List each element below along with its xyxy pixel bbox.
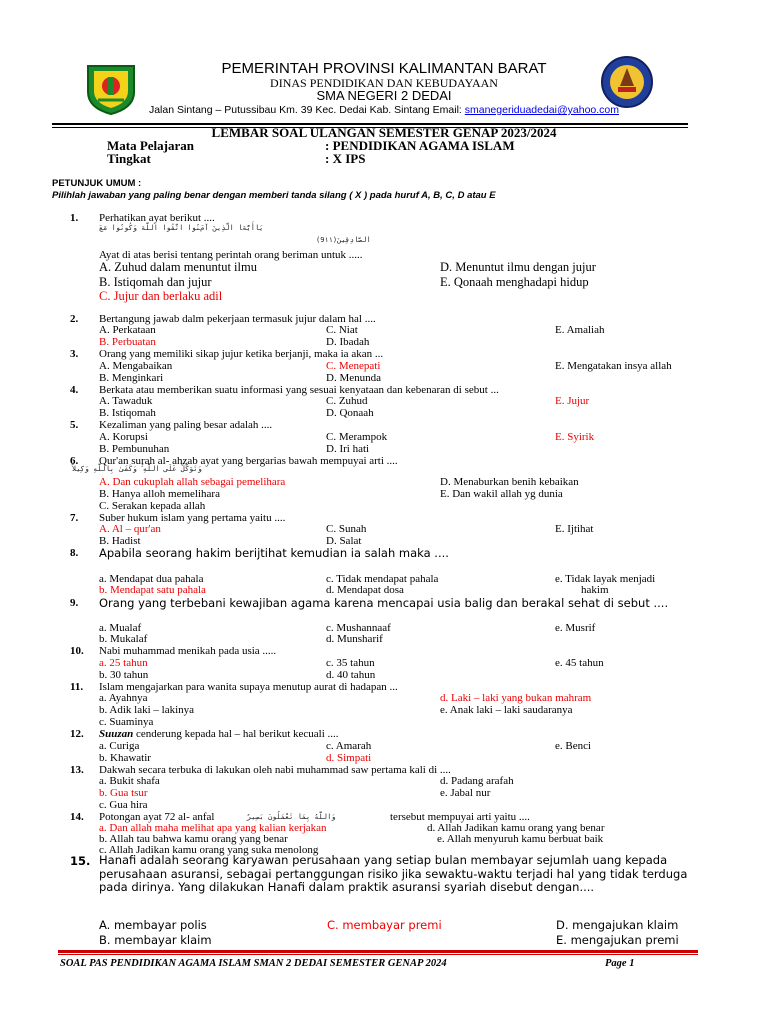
option-d[interactable]: d. Mendapat dosa [326,584,404,596]
grade-row [107,151,366,167]
option-a[interactable]: a. Mualaf [99,622,142,634]
option-e[interactable]: e. Allah menyuruh kamu berbuat baik [437,833,604,845]
footer-rule-thin [58,954,698,955]
question-number: 2. [70,313,79,325]
question-text: Qur'an surah al- ahzab ayat yang bergarias bawah mempuyai arti .... [99,455,398,467]
option-e[interactable]: e. Tidak layak menjadi [555,573,656,585]
question-number: 6. [70,455,79,467]
option-c[interactable]: C. Merampok [326,431,388,443]
instructions-text: Pilihlah jawaban yang paling benar dengan memberi tanda silang ( X ) pada huruf A, B, C, D atau E [52,190,496,201]
option-b-answer[interactable]: B. Perbuatan [99,336,156,348]
option-e[interactable]: E. Mengatakan insya allah [555,360,672,372]
exam-title: LEMBAR SOAL ULANGAN SEMESTER GENAP 2023/2024 [211,125,557,140]
option-d[interactable]: d. Padang arafah [440,775,514,787]
option-c[interactable]: C. Sunah [326,523,367,535]
question-text [99,728,339,740]
question-number: 11. [70,681,84,693]
subject-label: Mata Pelajaran [107,138,195,153]
question-text-rest: cenderung kepada hal – hal berikut kecuali .... [133,728,339,740]
option-c[interactable]: c. Amarah [326,740,372,752]
question-number: 12. [70,728,84,740]
option-a-answer[interactable]: a. Dan allah maha melihat apa yang kalian kerjakan [99,822,327,834]
grade-label: Tingkat [107,151,151,166]
address-line [0,103,768,117]
question-text: Berkata atau memberikan suatu informasi yang sesuai kenyataan dan kebenaran di sebut ... [99,384,499,396]
question-number: 3. [70,348,79,360]
question-number: 13. [70,764,84,776]
school-title: SMA NEGERI 2 DEDAI [316,88,452,103]
question-number: 14. [70,811,84,823]
question-text: Dakwah secara terbuka di lakukan oleh nabi muhammad saw pertama kali di .... [99,764,451,776]
option-b[interactable]: B. Pembunuhan [99,443,170,455]
option-d[interactable]: D. Iri hati [326,443,370,455]
option-c[interactable]: c. 35 tahun [326,657,375,669]
option-a[interactable]: A. Tawaduk [99,395,153,407]
footer-text: SOAL PAS PENDIDIKAN AGAMA ISLAM SMAN 2 DEDAI SEMESTER GENAP 2024 [60,958,447,969]
arabic-verse: وَاللَّهُ بِمَا تَعْمَلُونَ بَصِيرٌ [247,813,336,821]
option-a[interactable]: a. Curiga [99,740,140,752]
option-b[interactable]: B. membayar klaim [99,933,212,947]
option-b[interactable]: B. Istiqomah dan jujur [99,275,212,289]
arabic-verse: ﯾَﺎأَيُّهَﺎ الَّذِينَ آمَﻨُﻮا اﺗَّﻘُﻮا اللَّهَ وَﻛُﻮﻧُﻮا ﻣَﻊَ [99,224,264,232]
grade-value: : X IPS [325,151,366,166]
option-b-answer[interactable]: b. Gua tsur [99,787,148,799]
option-a[interactable]: A. membayar polis [99,918,207,932]
term-suuzan: Suuzan [99,728,134,740]
option-e[interactable]: E. Qonaah menghadapi hidup [440,275,589,289]
option-c-answer[interactable]: C. membayar premi [327,918,442,932]
option-c[interactable]: c. Mushannaaf [326,622,391,634]
option-b[interactable]: b. Allah tau bahwa kamu orang yang benar [99,833,288,845]
question-number: 9. [70,597,79,609]
option-e[interactable]: e. Jabal nur [440,787,491,799]
option-d[interactable]: d. Munsharif [326,633,383,645]
option-d[interactable]: D. Ibadah [326,336,370,348]
option-a[interactable]: A. Perkataan [99,324,156,336]
option-b[interactable]: b. Adik laki – lakinya [99,704,195,716]
option-b-answer[interactable]: b. Mendapat satu pahala [99,584,206,596]
option-c[interactable]: c. Suaminya [99,716,154,728]
option-c[interactable]: c. Gua hira [99,799,148,811]
question-number: 5. [70,419,79,431]
option-a-answer[interactable]: A. Dan cukuplah allah sebagai pemelihara [99,476,286,488]
option-a-answer[interactable]: a. 25 tahun [99,657,148,669]
option-b[interactable]: b. Khawatir [99,752,151,764]
option-c[interactable]: c. Allah Jadikan kamu orang yang suka menolong [99,844,319,856]
page-number: Page 1 [605,958,635,969]
option-c[interactable]: c. Tidak mendapat pahala [326,573,439,585]
option-e[interactable]: e. Musrif [555,622,596,634]
arabic-verse: اﻟﺼَّﺎدِﻗِﯿﻦَ(9١١) [316,236,371,244]
option-c-answer[interactable]: C. Menepati [326,360,381,372]
address-text: Jalan Sintang – Putussibau Km. 39 Kec. Dedai Kab. Sintang Email: [148,104,465,116]
option-d[interactable]: D. Menaburkan benih kebaikan [440,476,579,488]
option-e-answer[interactable]: E. Syirik [555,431,595,443]
question-text: Orang yang terbebani kewajiban agama karena mencapai usia balig dan berakal sehat di sebut .... [99,596,669,610]
option-c-answer[interactable]: C. Jujur dan berlaku adil [99,289,223,303]
arabic-verse: وَﺗَﻮَﻛَّﻞْ ﻋَﻠَﻰ اﻟﻠَّﻪِ ۚ وَﻛَﻔَﻰٰ ﺑِﺎﻟﻠَّﻪِ وَﻛِﯿﻼً [72,465,202,473]
subject-value: : PENDIDIKAN AGAMA ISLAM [325,138,515,153]
province-title: PEMERINTAH PROVINSI KALIMANTAN BARAT [221,60,547,77]
question-text: tersebut mempuyai arti yaitu .... [390,811,530,823]
option-e-answer[interactable]: E. Jujur [555,395,590,407]
question-text: Perhatikan ayat berikut .... [99,212,215,224]
option-c[interactable]: C. Niat [326,324,358,336]
option-e[interactable]: E. mengajukan premi [556,933,679,947]
option-d[interactable]: D. Qonaah [326,407,374,419]
option-a[interactable]: A. Mengabaikan [99,360,173,372]
question-number: 15. [70,854,91,868]
option-a[interactable]: A. Korupsi [99,431,148,443]
option-d[interactable]: d. Allah Jadikan kamu orang yang benar [427,822,605,834]
option-b[interactable]: B. Istiqomah [99,407,156,419]
option-d-answer[interactable]: d. Simpati [326,752,372,764]
question-text: Hanafi adalah seorang karyawan perusahaan yang setiap bulan membayar sejumlah uang kepada perusahaan asuransi, sebagai pertanggungan risiko jika sewaktu-waktu terjadi hal yang tidak terduga pada dirinya. Yang dilakukan Hanafi dalam praktik asuransi syariah disebut dengan.... [99,853,688,894]
option-a[interactable]: a. Mendapat dua pahala [99,573,204,585]
school-email-link[interactable]: smanegeriduadedai@yahoo.com [464,104,620,116]
option-d[interactable]: D. mengajukan klaim [556,918,679,932]
option-d-answer[interactable]: d. Laki – laki yang bukan mahram [440,692,592,704]
option-e[interactable]: e. 45 tahun [555,657,604,669]
option-d[interactable]: D. Menuntut ilmu dengan jujur [440,260,596,274]
instructions-heading: PETUNJUK UMUM : [52,178,142,189]
letterhead [0,60,768,117]
option-d[interactable]: D. Menunda [326,372,381,384]
question-text: Potongan ayat 72 al- anfal [99,811,215,823]
option-b[interactable]: B. Hadist [99,535,141,547]
option-a[interactable]: a. Bukit shafa [99,775,160,787]
option-e[interactable]: E. Ijtihat [555,523,594,535]
question-number: 1. [70,212,79,224]
option-e[interactable]: E. Amaliah [555,324,605,336]
question-text: Kezaliman yang paling besar adalah .... [99,419,273,431]
question-text: Bertangung jawab dalm pekerjaan termasuk jujur dalam hal .... [99,313,376,325]
question-number: 4. [70,384,79,396]
option-c[interactable]: C. Zuhud [326,395,368,407]
option-c[interactable]: C. Serakan kepada allah [99,500,206,512]
question-number: 7. [70,512,79,524]
option-b[interactable]: b. 30 tahun [99,669,149,681]
footer-rule [58,950,698,953]
option-e[interactable]: E. Dan wakil allah yg dunia [440,488,563,500]
question-text: Orang yang memiliki sikap jujur ketika berjanji, maka ia akan ... [99,348,384,360]
question-text: Ayat di atas berisi tentang perintah orang beriman untuk ..... [99,249,363,261]
question-number: 8. [70,547,79,559]
question-text: Apabila seorang hakim berijtihat kemudian ia salah maka .... [99,546,449,560]
option-d[interactable]: D. Salat [326,535,362,547]
department-title: DINAS PENDIDIKAN DAN KEBUDAYAAN [270,76,498,90]
question-text: Suber hukum islam yang pertama yaitu .... [99,512,286,524]
option-e[interactable]: e. Benci [555,740,592,752]
option-b[interactable]: B. Menginkari [99,372,164,384]
question-number: 10. [70,645,84,657]
option-a[interactable]: a. Ayahnya [99,692,148,704]
option-e[interactable]: e. Anak laki – laki saudaranya [440,704,573,716]
question-text: Islam mengajarkan para wanita supaya menutup aurat di hadapan ... [99,681,398,693]
option-b[interactable]: B. Hanya alloh memelihara [99,488,220,500]
option-d[interactable]: d. 40 tahun [326,669,376,681]
option-a[interactable]: A. Zuhud dalam menuntut ilmu [99,260,257,274]
question-text: Nabi muhammad menikah pada usia ..... [99,645,277,657]
option-e-cont: hakim [581,584,609,596]
option-a-answer[interactable]: A. Al – qur'an [99,523,161,535]
option-b[interactable]: b. Mukalaf [99,633,148,645]
